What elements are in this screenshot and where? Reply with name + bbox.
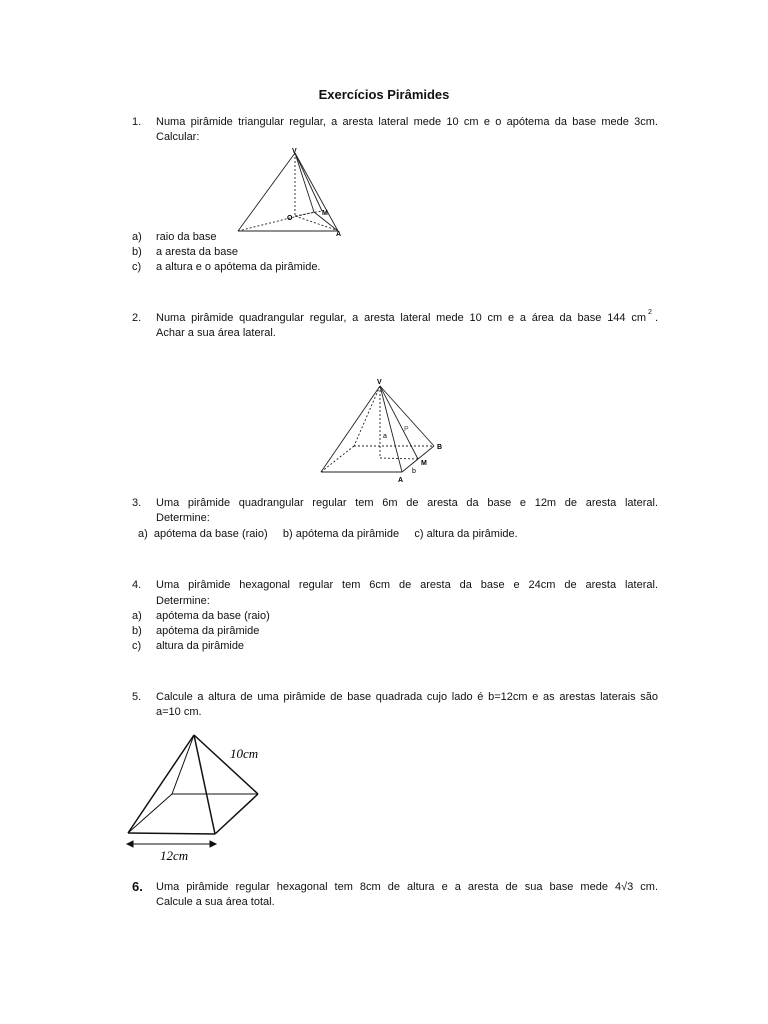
label-base-length: 12cm: [160, 848, 189, 863]
label-m: M: [421, 460, 427, 467]
question-1-item-a-label: a): [132, 231, 142, 243]
question-4-item-c-label: c): [132, 640, 142, 652]
label-a-upper: A: [398, 477, 404, 484]
base-right: [215, 794, 258, 834]
square-pyramid-figure: [318, 376, 448, 486]
question-6-number: 6.: [132, 879, 143, 894]
question-4-item-a-label: a): [132, 610, 142, 622]
label-v: V: [292, 148, 297, 155]
question-1-item-c-label: c): [132, 261, 142, 273]
question-4-number: 4.: [132, 579, 142, 591]
question-1-item-b-text: a aresta da base: [156, 246, 238, 258]
question-2-period: .: [655, 312, 659, 324]
label-b-upper: B: [437, 444, 443, 451]
question-1-item-a-text: raio da base: [156, 231, 217, 243]
arrow-left: [127, 841, 133, 847]
edge-apex-front: [194, 735, 215, 834]
question-5-text-line-1: Calcule a altura de uma pirâmide de base quadrada cujo lado é b=12cm e as arestas laterais são: [156, 691, 658, 703]
label-v: V: [377, 379, 382, 386]
label-m: M: [322, 210, 328, 217]
page-title: Exercícios Pirâmides: [318, 87, 450, 102]
question-2-number: 2.: [132, 312, 142, 324]
question-4-item-a-text: apótema da base (raio): [156, 610, 270, 622]
label-a: A: [336, 231, 342, 238]
question-4-text-line-2: Determine:: [156, 595, 210, 607]
question-4-item-b-label: b): [132, 625, 142, 637]
question-3-text-line-2: Determine:: [156, 512, 210, 524]
label-a-lower: a: [383, 433, 387, 440]
question-1-item-c-text: a altura e o apótema da pirâmide.: [156, 261, 321, 273]
question-2-superscript: 2: [648, 309, 652, 316]
question-2-text-line-1: Numa pirâmide quadrangular regular, a aresta lateral mede 10 cm e a área da base 144 cm: [156, 312, 646, 324]
question-6-text-line-2: Calcule a sua área total.: [156, 896, 275, 908]
label-b-lower: b: [412, 468, 416, 475]
question-4-item-c-text: altura da pirâmide: [156, 640, 245, 652]
edge-apex-back: [172, 735, 194, 794]
question-1-number: 1.: [132, 116, 142, 128]
question-5-text-line-2: a=10 cm.: [156, 706, 202, 718]
lateral-edge-left: [321, 386, 380, 472]
lateral-edge-back: [354, 386, 380, 446]
edge-apex-left: [128, 735, 194, 833]
label-o: O: [287, 215, 293, 222]
edge-apex-right: [194, 735, 258, 794]
arrow-right: [210, 841, 216, 847]
label-p: P: [404, 426, 409, 433]
label-edge-length: 10cm: [230, 746, 259, 761]
question-1-item-b-label: b): [132, 246, 142, 258]
base-front: [128, 833, 215, 834]
base-left-hidden-edge: [321, 446, 354, 472]
question-4-text-line-1: Uma pirâmide hexagonal regular tem 6cm de aresta da base e 24cm de aresta lateral.: [156, 579, 658, 591]
question-2-text-line-2: Achar a sua área lateral.: [156, 327, 276, 339]
square-pyramid-measured-figure: [122, 728, 282, 868]
question-6-text-line-1: Uma pirâmide regular hexagonal tem 8cm de altura e a aresta de sua base mede 4√3 cm.: [156, 881, 658, 893]
segment-oa: [295, 216, 336, 230]
triangular-pyramid-figure: [232, 144, 348, 238]
question-1-text-line-1: Numa pirâmide triangular regular, a aresta lateral mede 10 cm e o apótema da base mede 3cm.: [156, 116, 658, 128]
question-3-text-line-1: Uma pirâmide quadrangular regular tem 6m de aresta da base e 12m de aresta lateral.: [156, 497, 658, 509]
question-4-item-b-text: apótema da pirâmide: [156, 625, 260, 637]
question-3-number: 3.: [132, 497, 142, 509]
lateral-edge-a: [380, 386, 402, 472]
edge-v-right: [295, 153, 338, 231]
question-3-items: a) apótema da base (raio) b) apótema da pirâmide c) altura da pirâmide.: [138, 528, 518, 540]
question-1-text-line-2: Calcular:: [156, 131, 200, 143]
apothem-vm: [295, 153, 322, 211]
question-5-number: 5.: [132, 691, 142, 703]
